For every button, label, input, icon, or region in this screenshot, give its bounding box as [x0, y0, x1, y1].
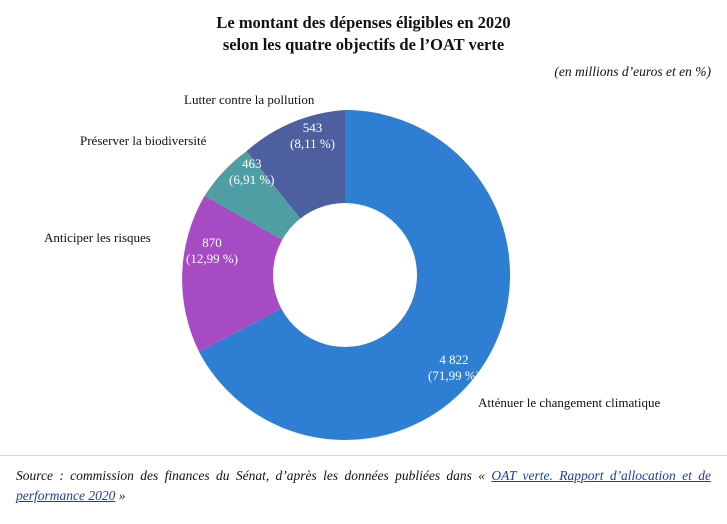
value-biodiversite-share: (6,91 %): [229, 172, 275, 188]
donut-hole: [273, 203, 417, 347]
title-line-2: selon les quatre objectifs de l’OAT verte: [222, 35, 505, 55]
label-pollution: Lutter contre la pollution: [184, 92, 315, 107]
source-suffix: »: [115, 488, 126, 504]
label-biodiversite: Préserver la biodiversité: [80, 133, 207, 148]
value-pollution-share: (8,11 %): [290, 136, 336, 152]
label-risques: Anticiper les risques: [44, 230, 151, 245]
value-risques: [186, 235, 238, 268]
title-line-1: Le montant des dépenses éligibles en 2020: [216, 13, 511, 32]
value-climat-share: (71,99 %): [428, 368, 480, 384]
value-biodiversite: [229, 156, 275, 189]
divider: [0, 455, 727, 456]
label-climat: Atténuer le changement climatique: [478, 395, 661, 410]
page-title: [0, 0, 727, 57]
value-risques-amount: 870: [202, 235, 222, 250]
donut-chart: [0, 80, 727, 450]
source-note: [16, 466, 711, 507]
value-climat: [428, 352, 480, 385]
source-link[interactable]: OAT verte. Rapport d’allocation et de performance 2020: [16, 468, 711, 504]
value-climat-amount: 4 822: [439, 352, 469, 367]
units-note: (en millions d’euros et en %): [554, 64, 711, 79]
value-risques-share: (12,99 %): [186, 251, 238, 267]
source-prefix: Source : commission des finances du Sénat, d’après les données publiées dans «: [16, 468, 492, 483]
value-biodiversite-amount: 463: [242, 156, 262, 171]
value-pollution-amount: 543: [302, 120, 323, 135]
value-pollution: [290, 120, 335, 153]
